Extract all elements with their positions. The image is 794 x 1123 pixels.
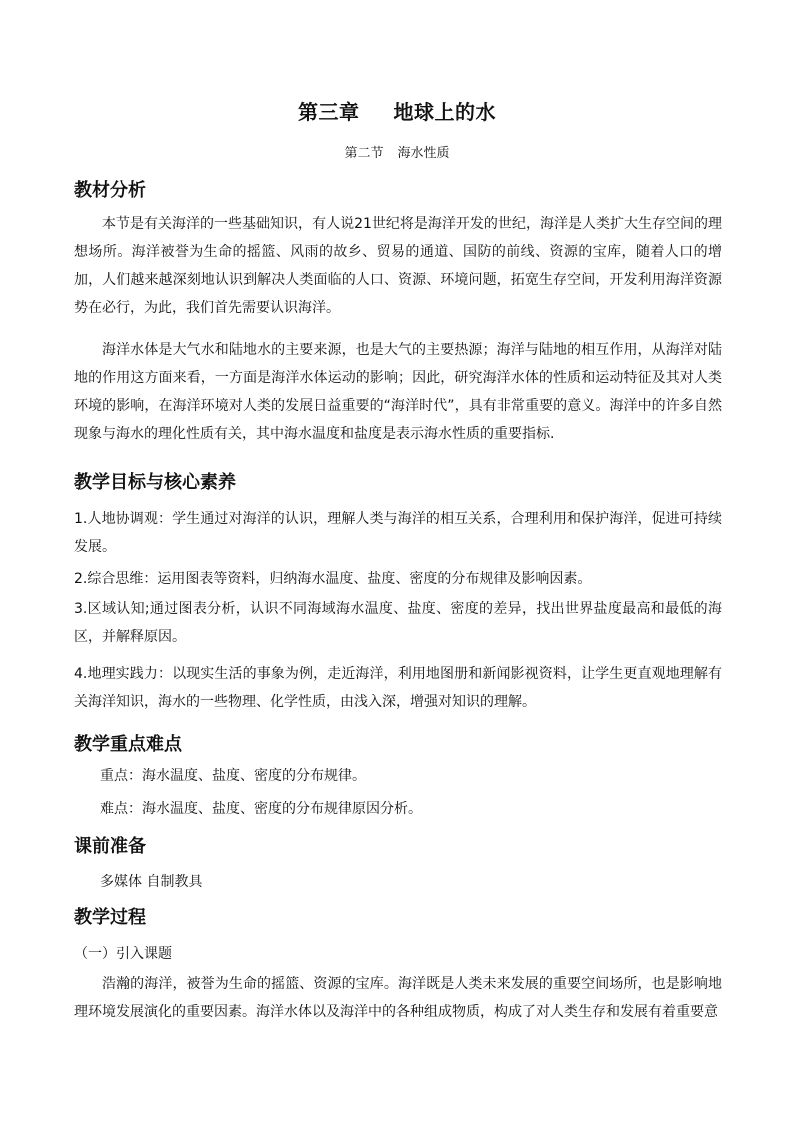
key-point-focus: 重点：海水温度、盐度、密度的分布规律。 (100, 768, 366, 784)
chapter-number: 第三章 (298, 100, 360, 124)
process-step-1: （一）引入课题 (74, 946, 172, 962)
heading-analysis: 教材分析 (74, 180, 146, 201)
process-paragraph-1: 浩瀚的海洋，被誉为生命的摇篮、资源的宝库。海洋既是人类未来发展的重要空间场所，也是影响地理环境发展演化的重要因素。海洋水体以及海洋中的各种组成物质，构成了对人类生存和发展有着重要意 (74, 976, 722, 1020)
key-point-difficulty: 难点：海水温度、盐度、密度的分布规律原因分析。 (100, 801, 422, 817)
analysis-paragraph-2: 海洋水体是大气水和陆地水的主要来源，也是大气的主要热源；海洋与陆地的相互作用，从海洋对陆地的作用这方面来看，一方面是海洋水体运动的影响；因此，研究海洋水体的性质和运动特征及其对人类环境的影响，在海洋环境对人类的发展日益重要的“海洋时代”，具有非常重要的意义。海洋中的许多自然现象与海水的理化性质有关，其中海水温度和盐度是表示海水性质的重要指标. (74, 342, 722, 442)
goal-item-4: 4.地理实践力：以现实生活的事象为例，走近海洋，利用地图册和新闻影视资料，让学生更直观地理解有关海洋知识，海水的一些物理、化学性质，由浅入深，增强对知识的理解。 (74, 666, 722, 710)
chapter-title (0, 96, 794, 125)
section-name: 海水性质 (397, 146, 450, 161)
heading-goals: 教学目标与核心素养 (74, 472, 236, 493)
section-title (0, 142, 794, 161)
heading-key-points: 教学重点难点 (74, 734, 182, 755)
analysis-paragraph-1: 本节是有关海洋的一些基础知识，有人说21世纪将是海洋开发的世纪，海洋是人类扩大生存空间的理想场所。海洋被誉为生命的摇篮、风雨的故乡、贸易的通道、国防的前线、资源的宝库，随着人口的增加，人们越来越深刻地认识到解决人类面临的人口、资源、环境问题，拓宽生存空间，开发利用海洋资源势在必行，为此，我们首先需要认识海洋。 (74, 216, 722, 316)
section-number: 第二节 (344, 146, 384, 161)
chapter-name: 地球上的水 (393, 100, 496, 124)
goal-item-2: 2.综合思维：运用图表等资料，归纳海水温度、盐度、密度的分布规律及影响因素。 (74, 571, 592, 587)
heading-prep: 课前准备 (74, 836, 146, 857)
goal-item-3: 3.区域认知;通过图表分析，认识不同海域海水温度、盐度、密度的差异，找出世界盐度最高和最低的海区，并解释原因。 (74, 601, 722, 645)
heading-process: 教学过程 (74, 907, 146, 928)
goal-item-1: 1.人地协调观：学生通过对海洋的认识，理解人类与海洋的相互关系，合理利用和保护海洋，促进可持续发展。 (74, 511, 722, 555)
prep-text: 多媒体 自制教具 (100, 874, 203, 890)
